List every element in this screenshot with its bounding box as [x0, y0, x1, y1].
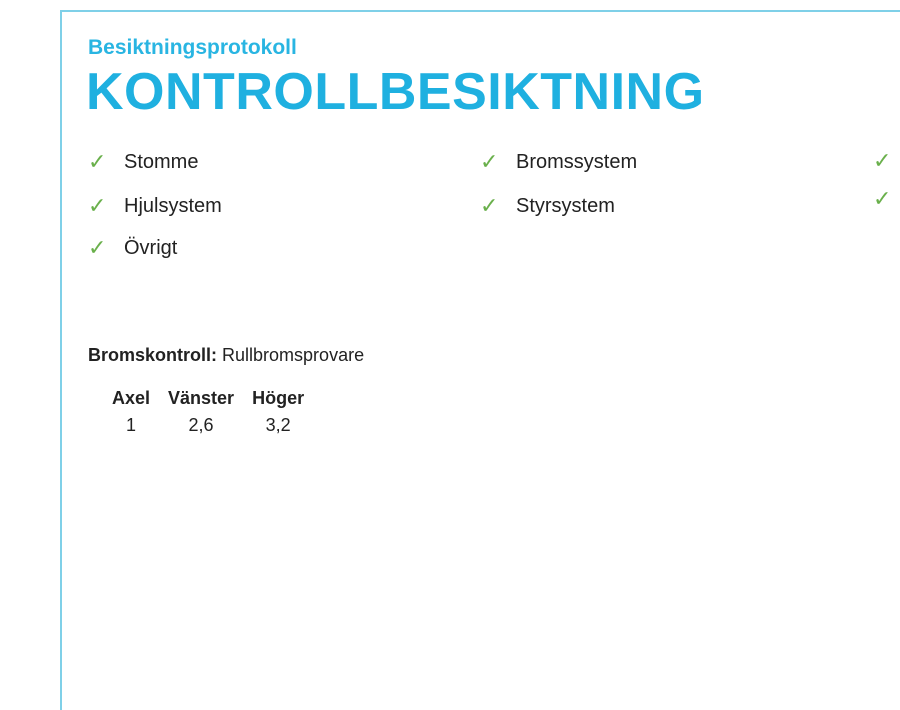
- brake-control-label: Bromskontroll:: [88, 345, 218, 365]
- check-item-bromssystem: [480, 151, 637, 174]
- check-item-cropped-1: [873, 151, 900, 173]
- checkmark-icon: ✓: [88, 193, 107, 219]
- check-item-styrsystem: [480, 195, 615, 218]
- check-item-hjulsystem: [88, 195, 222, 218]
- checkmark-icon: ✓: [873, 187, 892, 212]
- document-subtitle: Besiktningsprotokoll: [88, 36, 297, 59]
- check-item-stomme: [88, 151, 198, 174]
- check-label: Hjulsystem: [124, 195, 222, 217]
- column-header-axel: Axel: [112, 388, 151, 408]
- brake-control-method: Rullbromsprovare: [222, 345, 365, 365]
- cell-axel: 1: [126, 415, 137, 435]
- cell-vanster: 2,6: [188, 415, 214, 435]
- check-item-ovrigt: [88, 237, 177, 260]
- checkmark-icon: ✓: [88, 235, 107, 261]
- check-label: Styrsystem: [516, 195, 615, 217]
- checkmark-icon: ✓: [88, 149, 107, 175]
- document-title: KONTROLLBESIKTNING: [86, 63, 705, 121]
- table-row: [112, 415, 322, 436]
- check-item-cropped-2: [873, 189, 900, 211]
- brake-table: [112, 388, 322, 436]
- column-header-vanster: Vänster: [168, 388, 235, 408]
- cell-hoger: 3,2: [265, 415, 291, 435]
- checkmark-icon: ✓: [873, 149, 892, 174]
- checkmark-icon: ✓: [480, 193, 499, 219]
- check-label: Övrigt: [124, 237, 178, 259]
- check-label: Stomme: [124, 151, 199, 173]
- check-label: Bromssystem: [516, 151, 638, 173]
- column-header-hoger: Höger: [252, 388, 305, 408]
- table-header-row: [112, 388, 322, 415]
- brake-control-heading: [88, 345, 364, 366]
- checkmark-icon: ✓: [480, 149, 499, 175]
